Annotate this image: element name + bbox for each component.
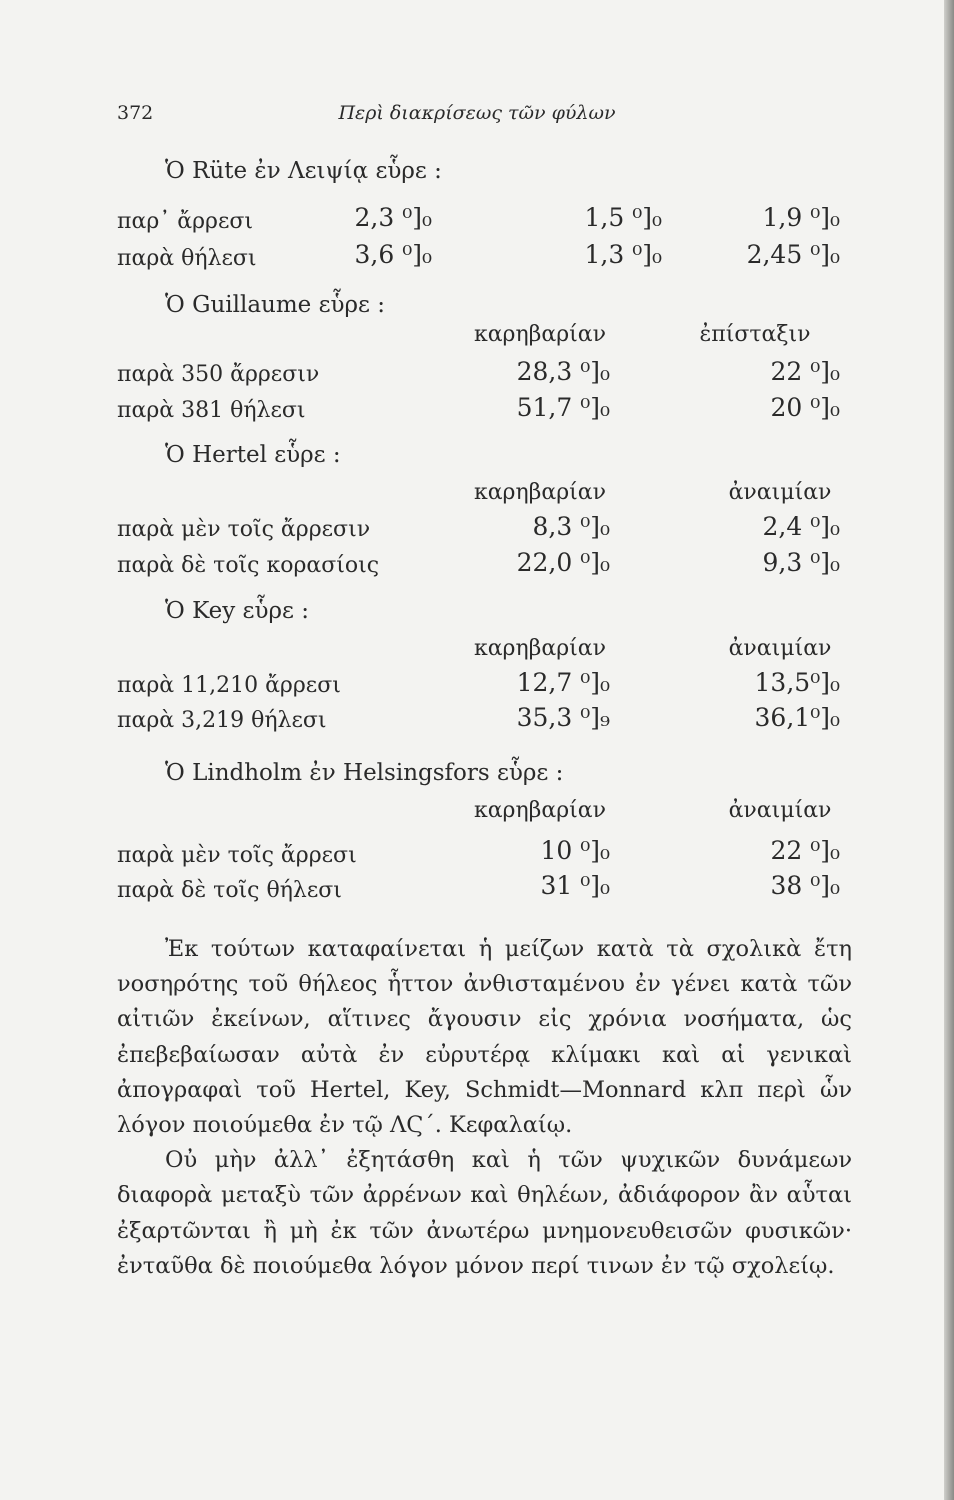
value-cell: 2,45 ⁰]₀ — [746, 240, 840, 269]
column-header: καρηβαρίαν — [473, 798, 607, 823]
value-cell: 36,1⁰]₀ — [754, 703, 840, 732]
value-cell: 22,0 ⁰]₀ — [516, 548, 610, 577]
row-label: παρὰ 381 θήλεσι — [117, 398, 306, 423]
value-cell: 31 ⁰]₀ — [540, 871, 610, 900]
value-cell: 28,3 ⁰]₀ — [516, 357, 610, 386]
value-cell: 12,7 ⁰]₀ — [516, 668, 610, 697]
column-header: ἀναιμίαν — [728, 480, 832, 505]
section-intro-guillaume: Ὁ Guillaume εὗρε : — [165, 292, 385, 318]
value-cell: 22 ⁰]₀ — [770, 357, 840, 386]
column-header: ἀναιμίαν — [728, 636, 832, 661]
running-title: Περὶ διακρίσεως τῶν φύλων — [338, 102, 616, 124]
row-label: παρὰ μὲν τοῖς ἄρρεσιν — [117, 517, 371, 542]
value-cell: 38 ⁰]₀ — [770, 871, 840, 900]
value-cell: 8,3 ⁰]₀ — [532, 512, 610, 541]
row-label: παρὰ 3,219 θήλεσι — [117, 708, 327, 733]
value-cell: 20 ⁰]₀ — [770, 393, 840, 422]
section-intro-hertel: Ὁ Hertel εὗρε : — [165, 442, 341, 468]
value-cell: 9,3 ⁰]₀ — [762, 548, 840, 577]
row-label: παρὰ 11,210 ἄρρεσι — [117, 673, 341, 698]
value-cell: 13,5⁰]₀ — [754, 668, 840, 697]
section-intro-rute: Ὁ Rüte ἐν Λειψίᾳ εὗρε : — [165, 158, 442, 184]
value-cell: 2,4 ⁰]₀ — [762, 512, 840, 541]
value-cell: 1,5 ⁰]₀ — [584, 203, 662, 232]
row-label: παρὰ δὲ τοῖς κορασίοις — [117, 553, 380, 578]
page-edge-shadow — [944, 0, 954, 1500]
section-intro-key: Ὁ Key εὗρε : — [165, 598, 309, 624]
row-label: παρ᾽ ἄρρεσι — [117, 209, 254, 234]
page-number: 372 — [117, 102, 154, 124]
value-cell: 1,3 ⁰]₀ — [584, 240, 662, 269]
row-label: παρὰ δὲ τοῖς θήλεσι — [117, 878, 342, 903]
value-cell: 2,3 ⁰]₀ — [354, 203, 432, 232]
row-label: παρὰ 350 ἄρρεσιν — [117, 362, 320, 387]
column-header: καρηβαρίαν — [473, 322, 607, 347]
column-header: ἀναιμίαν — [728, 798, 832, 823]
row-label: παρὰ θήλεσι — [117, 246, 257, 271]
paragraph: Ἐκ τούτων καταφαίνεται ἡ μείζων κατὰ τὰ σχολικὰ ἔτη νοσηρότης τοῦ θήλεος ἧττον ἀνθισταμένου ἐν γένει κατὰ τῶν αἰτιῶν ἐκείνων, αἵτινες ἄγουσιν εἰς χρόνια νοσήματα, ὡς ἐπεβεβαίωσαν αὐτὰ ἐν εὐρυτέρᾳ κλίμακι καὶ αἱ γενικαὶ ἀπογραφαὶ τοῦ Hertel, Key, Schmidt—Monnard κλπ περὶ ὧν λόγον ποιούμεθα ἐν τῷ ΛϚ΄. Κεφαλαίῳ. — [117, 936, 852, 1139]
value-cell: 22 ⁰]₀ — [770, 836, 840, 865]
column-header: ἐπίσταξιν — [699, 322, 811, 347]
value-cell: 10 ⁰]₀ — [540, 836, 610, 865]
value-cell: 3,6 ⁰]₀ — [354, 240, 432, 269]
value-cell: 1,9 ⁰]₀ — [762, 203, 840, 232]
body-text — [117, 932, 852, 1284]
column-header: καρηβαρίαν — [473, 480, 607, 505]
value-cell: 35,3 ⁰]₉ — [516, 703, 610, 732]
paragraph: Οὐ μὴν ἀλλ᾽ ἐξητάσθη καὶ ἡ τῶν ψυχικῶν δυνάμεων διαφορὰ μεταξὺ τῶν ἀρρένων καὶ θηλέων, ἀδιάφορον ἂν αὗται ἐξαρτῶνται ἢ μὴ ἐκ τῶν ἀνωτέρω μνημονευθεισῶν φυσικῶν· ἐνταῦθα δὲ ποιούμεθα λόγον μόνον περί τινων ἐν τῷ σχολείῳ. — [117, 1147, 852, 1279]
row-label: παρὰ μὲν τοῖς ἄρρεσι — [117, 843, 357, 868]
section-intro-lindholm: Ὁ Lindholm ἐν Helsingsfors εὗρε : — [165, 760, 564, 786]
value-cell: 51,7 ⁰]₀ — [516, 393, 610, 422]
column-header: καρηβαρίαν — [473, 636, 607, 661]
